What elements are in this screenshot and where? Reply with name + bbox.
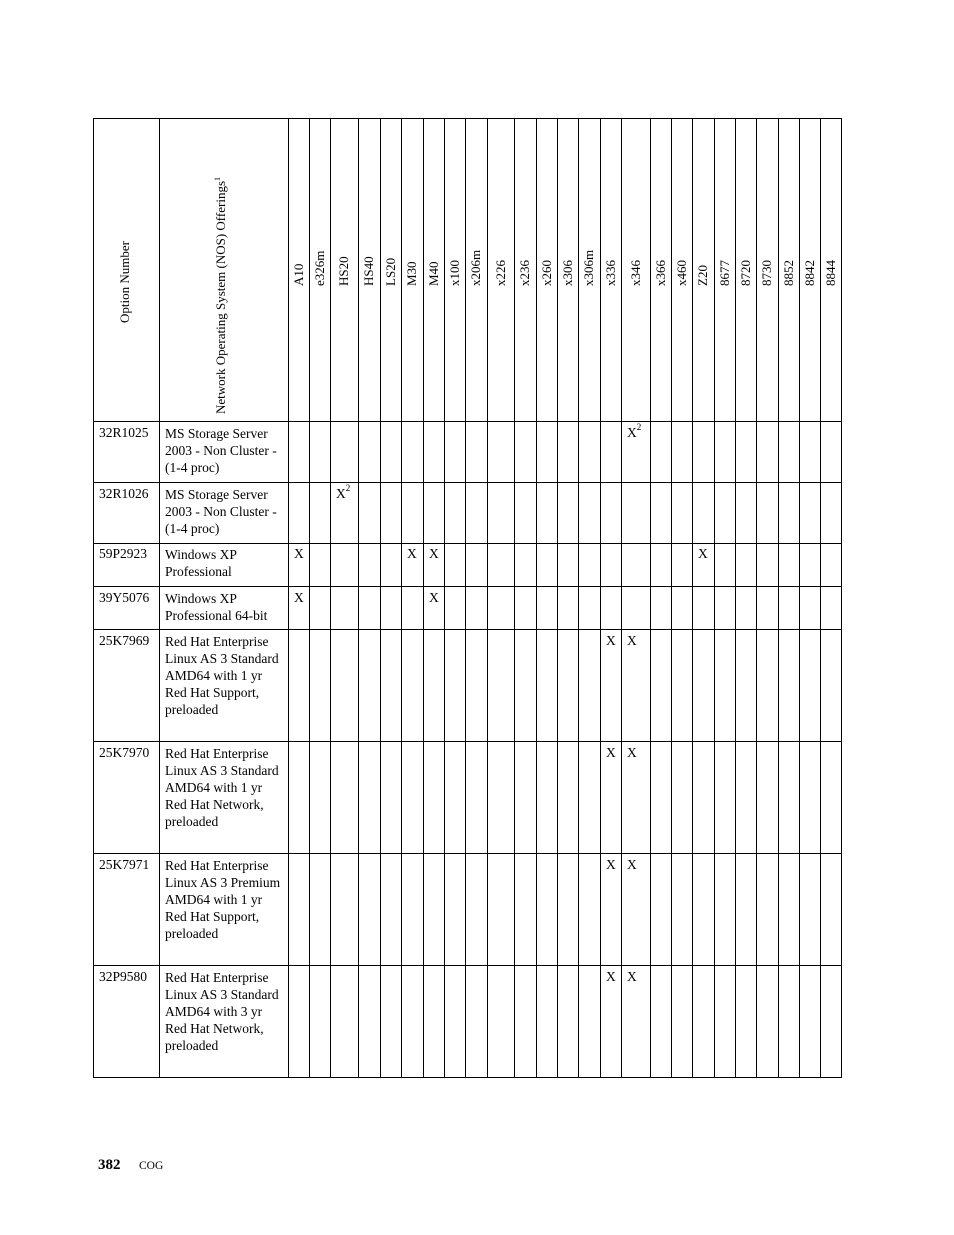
support-mark-text: X — [627, 857, 637, 872]
table-column-rule — [487, 118, 488, 1078]
table-column-rule — [288, 118, 289, 1078]
header-model-x260: x260 — [538, 260, 554, 286]
table-column-rule — [650, 118, 651, 1078]
header-model-a10: A10 — [290, 263, 306, 286]
table-column-rule — [401, 118, 402, 1078]
support-mark-text: X — [627, 745, 637, 760]
option-number-cell: 25K7971 — [99, 857, 150, 872]
support-mark-text: X — [606, 969, 616, 984]
table-column-rule — [159, 118, 160, 1078]
support-mark-hs20 — [336, 483, 351, 502]
table-row-rule — [93, 482, 842, 483]
header-model-x366: x366 — [652, 260, 668, 286]
header-model-8730: 8730 — [759, 260, 774, 286]
header-model-x206m: x206m — [468, 249, 483, 286]
support-mark-x336 — [606, 745, 616, 761]
table-column-rule — [621, 118, 622, 1078]
support-mark-text: X — [606, 633, 616, 648]
header-model-8842: 8842 — [801, 260, 817, 286]
table-column-rule — [380, 118, 381, 1078]
header-model-hs40: HS40 — [361, 256, 376, 286]
option-number-cell: 25K7970 — [99, 745, 150, 760]
support-mark-x346 — [627, 745, 637, 761]
table-column-rule — [465, 118, 466, 1078]
support-mark-z20 — [698, 546, 708, 562]
support-mark-text: X — [407, 546, 417, 561]
support-mark-footnote: 2 — [636, 422, 642, 432]
table-column-rule — [714, 118, 715, 1078]
table-column-rule — [778, 118, 779, 1078]
nos-offering-cell: Windows XP Professional — [165, 547, 237, 579]
table-column-rule — [692, 118, 693, 1078]
support-mark-m40 — [429, 546, 439, 562]
support-mark-text: X — [606, 857, 616, 872]
table-column-rule — [735, 118, 736, 1078]
header-option-number: Option Number — [117, 241, 132, 323]
table-column-rule — [841, 118, 842, 1078]
support-mark-x336 — [606, 857, 616, 873]
support-mark-text: X — [627, 425, 637, 440]
support-mark-text: X — [336, 486, 346, 501]
table-column-rule — [799, 118, 800, 1078]
option-number-cell: 32R1026 — [99, 486, 149, 501]
support-mark-m30 — [407, 546, 417, 562]
header-nos-text: Network Operating System (NOS) Offerings — [213, 181, 228, 414]
table-row-rule — [93, 853, 842, 854]
header-model-x236: x236 — [517, 260, 532, 286]
page-number: 382 — [98, 1157, 121, 1173]
header-model-8720: 8720 — [737, 260, 753, 286]
support-mark-footnote: 2 — [345, 483, 351, 493]
header-model-8677: 8677 — [716, 260, 732, 286]
nos-offering-cell: Red Hat Enterprise Linux AS 3 Premium AMD64 with 1 yr Red Hat Support, preloaded — [165, 858, 281, 941]
table-row-rule — [93, 421, 842, 422]
table-column-rule — [756, 118, 757, 1078]
support-mark-a10 — [294, 546, 304, 562]
nos-offering-cell: Red Hat Enterprise Linux AS 3 Standard AMD64 with 3 yr Red Hat Network, preloaded — [165, 970, 279, 1053]
header-nos-offerings — [214, 177, 228, 414]
table-column-rule — [600, 118, 601, 1078]
support-mark-x346 — [627, 969, 637, 985]
header-model-m30: M30 — [404, 261, 419, 286]
header-model-ls20: LS20 — [382, 257, 398, 286]
header-model-e326m: e326m — [311, 250, 327, 286]
table-column-rule — [820, 118, 821, 1078]
support-mark-x346 — [627, 633, 637, 649]
header-model-x306: x306 — [559, 260, 575, 286]
support-mark-x336 — [606, 633, 616, 649]
table-column-rule — [358, 118, 359, 1078]
support-mark-text: X — [627, 969, 637, 984]
table-column-rule — [671, 118, 672, 1078]
support-mark-text: X — [429, 546, 439, 561]
table-column-rule — [423, 118, 424, 1078]
support-mark-text: X — [294, 546, 304, 561]
header-model-x336: x336 — [602, 260, 618, 286]
table-column-rule — [444, 118, 445, 1078]
support-mark-text: X — [627, 633, 637, 648]
option-number-cell: 39Y5076 — [99, 590, 150, 605]
table-column-rule — [536, 118, 537, 1078]
support-mark-x336 — [606, 969, 616, 985]
header-model-x306m: x306m — [581, 249, 596, 286]
document-name: COG — [139, 1160, 164, 1172]
support-mark-m40 — [429, 590, 439, 606]
table-column-rule — [557, 118, 558, 1078]
header-model-x460: x460 — [673, 260, 689, 286]
nos-offering-cell: Windows XP Professional 64-bit — [165, 591, 268, 623]
support-mark-x346 — [627, 422, 642, 441]
nos-offering-cell: MS Storage Server 2003 - Non Cluster - (1-4 proc) — [165, 487, 277, 536]
table-column-rule — [330, 118, 331, 1078]
header-model-m40: M40 — [425, 261, 441, 286]
support-mark-x346 — [627, 857, 637, 873]
support-mark-text: X — [698, 546, 708, 561]
option-number-cell: 32R1025 — [99, 425, 149, 440]
header-model-z20: Z20 — [695, 265, 710, 286]
table-row-rule — [93, 543, 842, 544]
table-column-rule — [309, 118, 310, 1078]
support-mark-text: X — [294, 590, 304, 605]
option-number-cell: 25K7969 — [99, 633, 150, 648]
table-row-rule — [93, 1077, 842, 1078]
table-row-rule — [93, 965, 842, 966]
support-mark-text: X — [429, 590, 439, 605]
support-mark-a10 — [294, 590, 304, 606]
table-row-rule — [93, 118, 842, 119]
table-row-rule — [93, 629, 842, 630]
option-number-cell: 32P9580 — [99, 969, 148, 984]
header-model-8844: 8844 — [822, 260, 838, 286]
table-column-rule — [578, 118, 579, 1078]
table-row-rule — [93, 741, 842, 742]
nos-offering-cell: Red Hat Enterprise Linux AS 3 Standard AMD64 with 1 yr Red Hat Support, preloaded — [165, 634, 279, 717]
table-column-rule — [514, 118, 515, 1078]
header-model-hs20: HS20 — [336, 256, 351, 286]
header-model-x346: x346 — [627, 260, 643, 286]
nos-offering-cell: MS Storage Server 2003 - Non Cluster - (1-4 proc) — [165, 426, 277, 475]
option-number-cell: 59P2923 — [99, 546, 148, 561]
header-nos-footnote: 1 — [213, 177, 222, 181]
header-model-8852: 8852 — [780, 260, 796, 286]
table-row-rule — [93, 586, 842, 587]
nos-offering-cell: Red Hat Enterprise Linux AS 3 Standard AMD64 with 1 yr Red Hat Network, preloaded — [165, 746, 279, 829]
header-model-x100: x100 — [446, 260, 462, 286]
table-column-rule — [93, 118, 94, 1078]
header-model-x226: x226 — [492, 260, 508, 286]
support-mark-text: X — [606, 745, 616, 760]
